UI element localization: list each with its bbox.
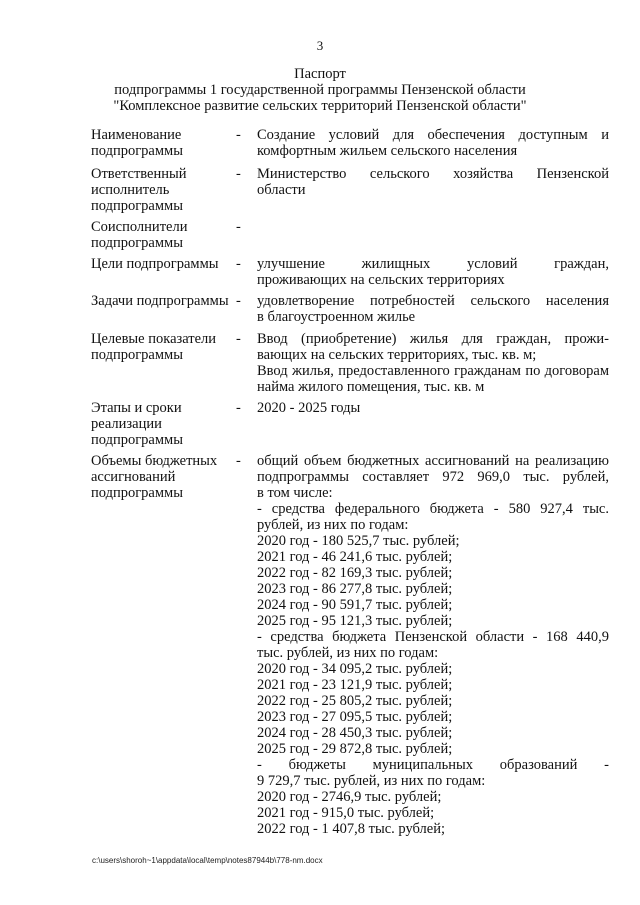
row-value-line: 9 729,7 тыс. рублей, из них по годам: — [257, 773, 486, 789]
row-value — [257, 256, 609, 288]
row-value-line: тыс. рублей, из них по годам: — [257, 645, 439, 661]
row-value-line: 2020 год - 180 525,7 тыс. рублей; — [257, 533, 460, 549]
row-dash: - — [236, 166, 241, 182]
row-value-line: Ввод (приобретение) жилья для граждан, прожи- — [257, 331, 609, 347]
row-value-line: Ввод жилья, предоставленного гражданам по договорам — [257, 363, 609, 379]
row-label: Задачи подпрограммы — [91, 293, 229, 309]
row-value-line: 2023 год - 27 095,5 тыс. рублей; — [257, 709, 453, 725]
row-label: Наименование подпрограммы — [91, 127, 183, 159]
row-value-line: 2023 год - 86 277,8 тыс. рублей; — [257, 581, 453, 597]
row-value-line: 2020 - 2025 годы — [257, 400, 361, 416]
row-dash: - — [236, 400, 241, 416]
row-value-line: - средства федерального бюджета - 580 927,4 тыс. — [257, 501, 609, 517]
page-number: 3 — [316, 38, 324, 53]
row-dash: - — [236, 293, 241, 309]
row-value-line: в благоустроенном жилье — [257, 309, 416, 325]
row-value-line: вающих на сельских территориях, тыс. кв. м; — [257, 347, 537, 363]
row-label: Целевые показатели подпрограммы — [91, 331, 217, 363]
row-value-line: 2022 год - 82 169,3 тыс. рублей; — [257, 565, 453, 581]
file-path-footer: c:\users\shoroh~1\appdata\local\temp\notes87944b\778-nm.docx — [92, 856, 323, 865]
row-value-line: в том числе: — [257, 485, 333, 501]
row-value-line: 2025 год - 95 121,3 тыс. рублей; — [257, 613, 453, 629]
row-value-line: Министерство сельского хозяйства Пензенской — [257, 166, 609, 182]
row-label: Этапы и сроки реализации подпрограммы — [91, 400, 183, 448]
document-title — [0, 66, 640, 114]
row-value-line: 2020 год - 2746,9 тыс. рублей; — [257, 789, 442, 805]
row-dash: - — [236, 219, 241, 235]
row-value — [257, 400, 609, 416]
row-value-line: - средства бюджета Пензенской области - 168 440,9 — [257, 629, 609, 645]
row-value — [257, 127, 609, 159]
row-label: Объемы бюджетных ассигнований подпрограммы — [91, 453, 218, 501]
row-value-line: 2021 год - 915,0 тыс. рублей; — [257, 805, 435, 821]
row-value-line: 2025 год - 29 872,8 тыс. рублей; — [257, 741, 453, 757]
row-value-line: - бюджеты муниципальных образований - — [257, 757, 609, 773]
row-value-line: рублей, из них по годам: — [257, 517, 409, 533]
row-dash: - — [236, 453, 241, 469]
row-value-line: области — [257, 182, 306, 198]
row-value-line: комфортным жильем сельского населения — [257, 143, 518, 159]
row-dash: - — [236, 331, 241, 347]
row-value-line: Создание условий для обеспечения доступным и — [257, 127, 609, 143]
row-value-line: 2021 год - 46 241,6 тыс. рублей; — [257, 549, 453, 565]
row-value — [257, 453, 609, 837]
row-label: Цели подпрограммы — [91, 256, 219, 272]
row-dash: - — [236, 256, 241, 272]
row-label: Ответственный исполнитель подпрограммы — [91, 166, 187, 214]
row-value-line: 2022 год - 1 407,8 тыс. рублей; — [257, 821, 445, 837]
row-value-line: улучшение жилищных условий граждан, — [257, 256, 609, 272]
title-line-3: "Комплексное развитие сельских территорий Пензенской области" — [113, 98, 527, 114]
row-value-line: подпрограммы составляет 972 969,0 тыс. рублей, — [257, 469, 609, 485]
row-value-line: удовлетворение потребностей сельского населения — [257, 293, 609, 309]
row-value-line: 2020 год - 34 095,2 тыс. рублей; — [257, 661, 453, 677]
row-value — [257, 331, 609, 395]
row-value-line: 2022 год - 25 805,2 тыс. рублей; — [257, 693, 453, 709]
row-value-line: найма жилого помещения, тыс. кв. м — [257, 379, 485, 395]
row-value — [257, 293, 609, 325]
row-dash: - — [236, 127, 241, 143]
title-line-2: подпрограммы 1 государственной программы Пензенской области — [114, 82, 526, 98]
row-value-line: 2021 год - 23 121,9 тыс. рублей; — [257, 677, 453, 693]
row-value-line: 2024 год - 90 591,7 тыс. рублей; — [257, 597, 453, 613]
row-value — [257, 166, 609, 198]
row-label: Соисполнители подпрограммы — [91, 219, 188, 251]
row-value-line: 2024 год - 28 450,3 тыс. рублей; — [257, 725, 453, 741]
row-value-line: проживающих на сельских территориях — [257, 272, 505, 288]
title-line-1: Паспорт — [294, 66, 346, 82]
row-value-line: общий объем бюджетных ассигнований на реализацию — [257, 453, 609, 469]
